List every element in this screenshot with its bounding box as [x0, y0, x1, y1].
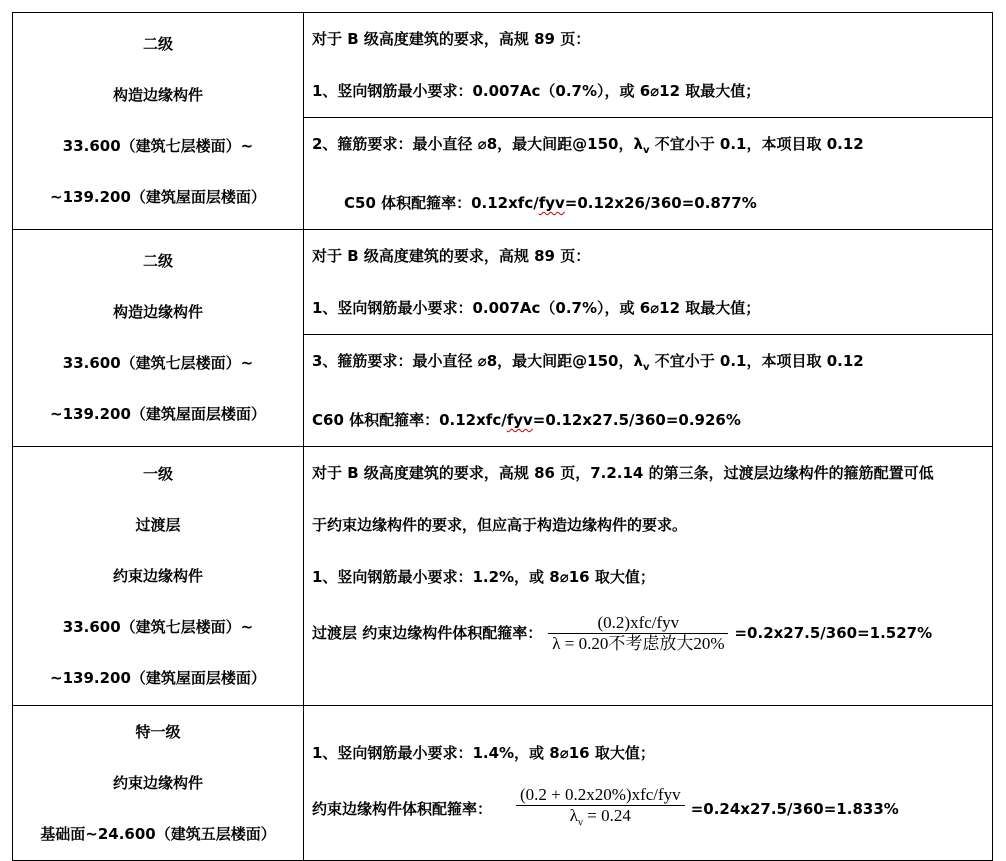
vertical-rebar-requirement: 1、竖向钢筋最小要求：1.4%，或 8⌀16 取大值；	[312, 744, 655, 762]
requirements-table	[12, 12, 993, 861]
requirement-cell	[304, 230, 993, 335]
grade-level: 二级	[142, 35, 173, 53]
formula-result: =0.24x27.5/360=1.833%	[690, 800, 899, 818]
code-reference-continued: 于约束边缘构件的要求，但应高于构造边缘构件的要求。	[312, 516, 688, 534]
stirrup-requirement: 3、箍筋要求：最小直径 ⌀8，最大间距@150，$\lambda_v$ 不宜小于 0.1，本项目取 0.12	[312, 352, 864, 373]
member-type: 构造边缘构件	[112, 303, 203, 321]
code-reference: 对于 B 级高度建筑的要求，高规 86 页，7.2.14 的第三条，过渡层边缘构件的箍筋配置可低	[312, 464, 934, 482]
member-type: 约束边缘构件	[112, 566, 203, 585]
requirement-cell	[304, 447, 993, 706]
elevation-end: ~139.200（建筑屋面层楼面）	[50, 668, 266, 687]
grade-level: 一级	[142, 464, 173, 483]
grade-cell	[13, 447, 304, 706]
code-reference: 对于 B 级高度建筑的要求，高规 89 页：	[312, 30, 591, 48]
requirement-cell	[304, 13, 993, 118]
elevation-start: 33.600（建筑七层楼面）~	[62, 354, 254, 372]
fraction	[516, 785, 685, 833]
vertical-rebar-requirement: 1、竖向钢筋最小要求：1.2%，或 8⌀16 取大值；	[312, 568, 655, 586]
table-row	[13, 706, 993, 861]
grade-cell	[13, 706, 304, 861]
table-row	[13, 447, 993, 706]
grade-level: 二级	[142, 252, 173, 270]
formula-label: 过渡层 约束边缘构件体积配箍率：	[312, 624, 543, 642]
stirrup-ratio: C60 体积配箍率：0.12xfc/fyv=0.12x27.5/360=0.926%	[312, 411, 741, 429]
elevation-start: 33.600（建筑七层楼面）~	[62, 617, 254, 636]
stirrup-ratio: C50 体积配箍率：0.12xfc/fyv=0.12x26/360=0.877%	[344, 194, 757, 212]
stirrup-cell	[304, 118, 993, 230]
vertical-rebar-requirement: 1、竖向钢筋最小要求：0.007Ac（0.7%），或 6⌀12 取最大值；	[312, 82, 761, 100]
fraction-numerator: (0.2 + 0.2x20%)xfc/fyv	[516, 785, 685, 806]
stirrup-requirement: 2、箍筋要求：最小直径 ⌀8，最大间距@150，$\lambda_v$ 不宜小于 0.1，本项目取 0.12	[312, 135, 864, 156]
formula-label: 约束边缘构件体积配箍率：	[312, 800, 493, 818]
member-type: 约束边缘构件	[112, 773, 203, 792]
member-type: 构造边缘构件	[112, 86, 203, 104]
requirement-cell	[304, 706, 993, 861]
fraction-numerator: (0.2)xfc/fyv	[548, 613, 728, 634]
stirrup-ratio-formula	[312, 779, 992, 839]
fraction	[548, 613, 728, 654]
elevation-end: ~139.200（建筑屋面层楼面）	[50, 405, 266, 423]
stirrup-cell	[304, 335, 993, 447]
elevation-end: ~139.200（建筑屋面层楼面）	[50, 188, 266, 206]
elevation-range: 基础面~24.600（建筑五层楼面）	[40, 824, 276, 843]
grade-cell	[13, 13, 304, 230]
fraction-denominator: λ = 0.20不考虑放大20%	[552, 633, 725, 653]
table-row	[13, 230, 993, 335]
stirrup-ratio-formula	[312, 603, 992, 663]
code-reference: 对于 B 级高度建筑的要求，高规 89 页：	[312, 247, 591, 265]
grade-cell	[13, 230, 304, 447]
grade-level: 特一级	[135, 722, 181, 741]
vertical-rebar-requirement: 1、竖向钢筋最小要求：0.007Ac（0.7%），或 6⌀12 取最大值；	[312, 299, 761, 317]
elevation-start: 33.600（建筑七层楼面）~	[62, 137, 254, 155]
fraction-denominator: $\lambda_v = 0.24$	[569, 805, 631, 829]
layer-type: 过渡层	[135, 515, 181, 534]
table-row	[13, 13, 993, 118]
formula-result: =0.2x27.5/360=1.527%	[734, 624, 933, 642]
